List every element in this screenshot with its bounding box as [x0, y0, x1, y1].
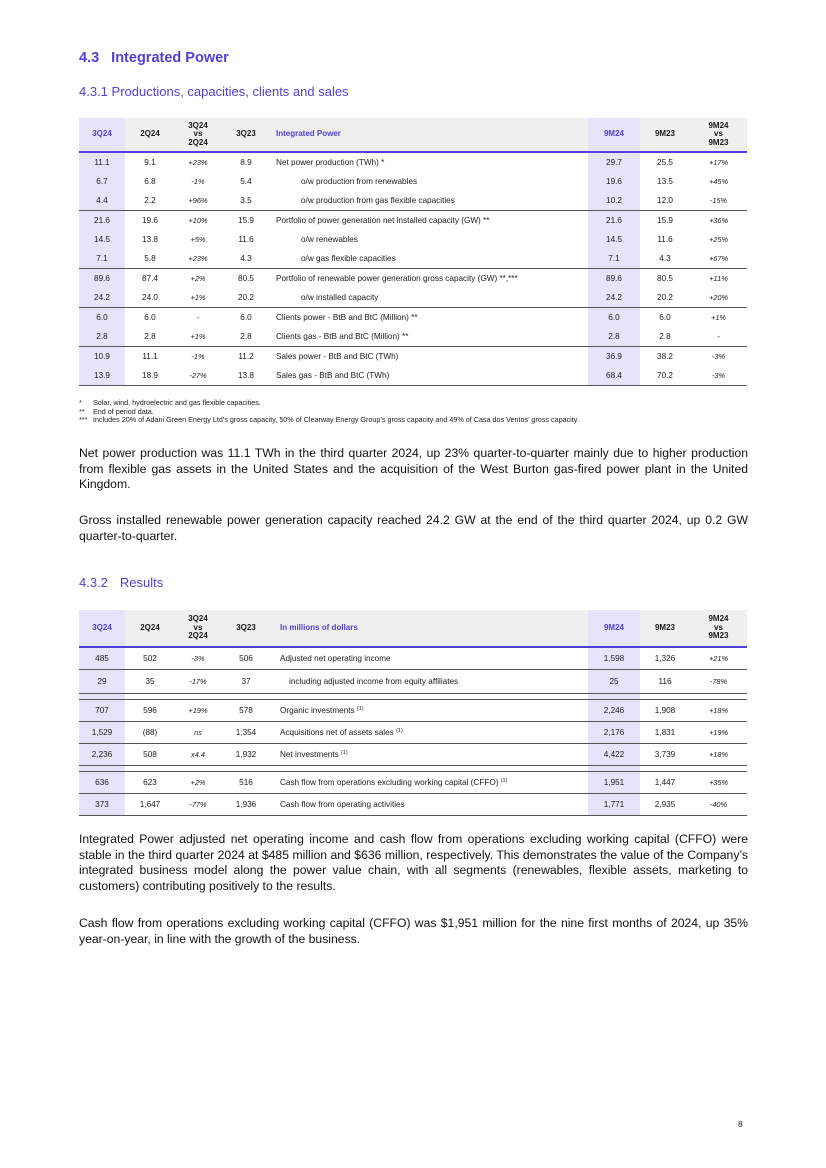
- row-label: [271, 793, 588, 815]
- table-cell: -77%: [175, 793, 221, 815]
- table-cell: +96%: [188, 195, 208, 205]
- table-cell: 1,908: [640, 699, 690, 721]
- col-header: 3Q24 vs 2Q24: [175, 118, 221, 152]
- col-header: 9M23: [640, 118, 690, 152]
- table-cell: 2.8: [79, 327, 125, 346]
- table-cell: 13.8: [221, 366, 271, 385]
- row-label: Sales gas - BtB and BtC (TWh): [271, 366, 588, 385]
- col-header: 3Q24 vs 2Q24: [175, 610, 221, 647]
- table-cell: 506: [221, 647, 271, 669]
- table-cell: x4.4: [175, 743, 221, 765]
- table-row: [79, 346, 747, 366]
- table-cell: 2.8: [588, 327, 640, 346]
- col-header: 3Q24: [79, 610, 125, 647]
- table-row: [79, 191, 747, 210]
- table-cell: 13.5: [657, 177, 673, 186]
- table-cell: 21.6: [79, 210, 125, 230]
- section-number: 4.3: [79, 50, 100, 66]
- table-cell: 8.9: [221, 152, 271, 172]
- table-cell: 10.2: [588, 191, 640, 210]
- row-label-text: including adjusted income from equity affiliates: [289, 676, 459, 686]
- col-header: 2Q24: [125, 610, 175, 647]
- subsection-number: 4.3.1: [79, 84, 108, 99]
- table-row: [79, 230, 747, 249]
- production-capacity-table: [79, 118, 747, 386]
- table-cell: 24.0: [142, 292, 158, 302]
- table-cell: 7.1: [79, 249, 125, 268]
- table-row: [79, 249, 747, 268]
- footnote-ref: (1): [340, 749, 348, 756]
- subsection-title: Results: [119, 575, 164, 590]
- table-cell: 4.4: [79, 191, 125, 210]
- subsection-heading-results: [79, 575, 163, 590]
- table-row: [79, 172, 747, 191]
- paragraph-cffo: Cash flow from operations excluding working capital (CFFO) was $1,951 million for the nine first months of 2024, up 35% year-on-year, in line with the growth of the business.: [79, 916, 748, 946]
- table-cell: +1%: [190, 331, 206, 341]
- table-cell: -3%: [690, 366, 747, 385]
- row-label: Net power production (TWh) *: [271, 152, 588, 172]
- table-cell: ns: [175, 721, 221, 743]
- table-cell: 578: [221, 699, 271, 721]
- table-cell: 89.6: [588, 268, 640, 288]
- table-cell: 596: [125, 699, 175, 721]
- table-cell: 1,326: [640, 647, 690, 669]
- col-header: 3Q24: [79, 118, 125, 152]
- table-cell: 2,935: [640, 793, 690, 815]
- table-cell: 1,936: [221, 793, 271, 815]
- table-cell: 485: [79, 647, 125, 669]
- row-label: o/w installed capacity: [301, 292, 379, 302]
- row-label-text: Adjusted net operating income: [280, 653, 391, 663]
- table-cell: 6.0: [79, 307, 125, 327]
- table-cell: 5.4: [240, 177, 252, 186]
- table-cell: 20.2: [238, 292, 254, 302]
- table-cell: 508: [125, 743, 175, 765]
- row-label-text: Organic investments: [280, 705, 355, 715]
- table-cell: +20%: [708, 292, 729, 302]
- table-cell: 15.9: [640, 210, 690, 230]
- footnote-ref: (1): [396, 727, 403, 734]
- table-cell: 1,354: [221, 721, 271, 743]
- row-label: Portfolio of renewable power generation gross capacity (GW) **,***: [271, 268, 588, 288]
- table-cell: 25: [588, 669, 640, 693]
- paragraph-net-production: Net power production was 11.1 TWh in the third quarter 2024, up 23% quarter-to-quarter mainly due to higher production from flexible gas assets in the United States and the acquisition of the West Burton gas-fired power plant in the United Kingdom.: [79, 446, 748, 491]
- table-cell: 25.5: [640, 152, 690, 172]
- table-cell: 1,529: [79, 721, 125, 743]
- table-cell: 35: [125, 669, 175, 693]
- table-cell: -17%: [175, 669, 221, 693]
- table-cell: 2,176: [588, 721, 640, 743]
- table-cell: -1%: [175, 346, 221, 366]
- col-header: 2Q24: [125, 118, 175, 152]
- table-row: [79, 743, 747, 765]
- table-cell: 37: [221, 669, 271, 693]
- table-row: [79, 771, 747, 793]
- table-row: [79, 366, 747, 385]
- col-header: 9M24 vs 9M23: [690, 610, 747, 647]
- table-cell: 2,236: [79, 743, 125, 765]
- table-cell: 1,647: [125, 793, 175, 815]
- table-row: [79, 793, 747, 815]
- row-label: Clients gas - BtB and BtC (Million) **: [276, 331, 409, 341]
- table-row: [79, 647, 747, 669]
- table-cell: +17%: [690, 152, 747, 172]
- col-header: 9M24 vs 9M23: [690, 118, 747, 152]
- row-label: o/w production from gas flexible capacities: [301, 195, 455, 205]
- table-cell: 10.9: [79, 346, 125, 366]
- table-cell: -27%: [175, 366, 221, 385]
- table-cell: +19%: [690, 721, 747, 743]
- table-cell: 5.8: [144, 253, 156, 263]
- table-row: [79, 288, 747, 307]
- row-label: [271, 699, 588, 721]
- table-cell: 24.2: [588, 288, 640, 307]
- table-row: [79, 152, 747, 172]
- row-label: [271, 721, 588, 743]
- row-label: [271, 647, 588, 669]
- table-cell: 6.7: [79, 172, 125, 191]
- table-row: [79, 307, 747, 327]
- table-cell: +2%: [175, 268, 221, 288]
- table-cell: 20.2: [657, 292, 673, 302]
- footnote: * Solar, wind, hydroelectric and gas flexible capacities.: [79, 398, 261, 407]
- col-header: 3Q23: [221, 118, 271, 152]
- table-cell: 2.8: [240, 331, 252, 341]
- table-cell: +67%: [708, 253, 729, 263]
- table-cell: 2.8: [144, 331, 156, 341]
- row-label-text: Cash flow from operations excluding working capital (CFFO): [280, 777, 499, 787]
- table-row: [79, 268, 747, 288]
- table-cell: 70.2: [640, 366, 690, 385]
- table-cell: +23%: [175, 152, 221, 172]
- row-label-text: Net investments: [280, 749, 339, 759]
- table-cell: +23%: [188, 253, 208, 263]
- table-cell: 6.0: [588, 307, 640, 327]
- section-heading: [79, 50, 229, 66]
- table-cell: +18%: [690, 699, 747, 721]
- table-cell: 14.5: [588, 230, 640, 249]
- table-cell: +1%: [190, 292, 206, 302]
- table-cell: 11.6: [657, 235, 673, 244]
- table-cell: 11.1: [79, 152, 125, 172]
- col-header: 9M23: [640, 610, 690, 647]
- table-cell: 1,932: [221, 743, 271, 765]
- table-cell: 1,598: [588, 647, 640, 669]
- table-cell: 80.5: [221, 268, 271, 288]
- table-cell: 13.8: [142, 235, 158, 244]
- row-label: Clients power - BtB and BtC (Million) **: [271, 307, 588, 327]
- table-cell: +18%: [690, 743, 747, 765]
- row-label: Sales power - BtB and BtC (TWh): [271, 346, 588, 366]
- row-label-text: Acquisitions net of assets sales: [280, 727, 394, 737]
- table-cell: +1%: [690, 307, 747, 327]
- table-cell: 7.1: [588, 249, 640, 268]
- table-row: [79, 210, 747, 230]
- table-cell: +2%: [175, 771, 221, 793]
- table-cell: +21%: [690, 647, 747, 669]
- footnote: *** Includes 20% of Adani Green Energy Ltd’s gross capacity, 50% of Clearway Energy Group’s gross capacity and 49% of Casa dos Ventos’ gross capacity.: [79, 415, 579, 425]
- footnote-ref: (1): [356, 705, 364, 712]
- table-cell: 24.2: [79, 288, 125, 307]
- table-cell: 29: [79, 669, 125, 693]
- table-cell: -40%: [690, 793, 747, 815]
- table-cell: +19%: [175, 699, 221, 721]
- paragraph-adjusted-income: Integrated Power adjusted net operating income and cash flow from operations excluding working capital (CFFO) were stable in the third quarter 2024 at $485 million and $636 million, respectively. This demonstrates the value of the Company’s integrated business model along the power value chain, with all segments (renewables, flexible assets, marketing to customers) contributing positively to the results.: [79, 832, 748, 893]
- table-cell: 80.5: [640, 268, 690, 288]
- table-cell: 9.1: [125, 152, 175, 172]
- row-label-text: Cash flow from operating activities: [280, 799, 405, 809]
- subsection-title: Productions, capacities, clients and sales: [111, 84, 349, 99]
- table-footnotes: [79, 399, 759, 425]
- table-row: [79, 669, 747, 693]
- table-cell: -3%: [690, 346, 747, 366]
- table-cell: 11.6: [238, 235, 254, 244]
- table-row: [79, 699, 747, 721]
- table-cell: 707: [79, 699, 125, 721]
- subsection-heading-productions: [79, 84, 349, 99]
- table-cell: 1,771: [588, 793, 640, 815]
- table-cell: 4.3: [659, 253, 671, 263]
- table-cell: 1,447: [640, 771, 690, 793]
- table-cell: +10%: [175, 210, 221, 230]
- row-label: o/w renewables: [301, 235, 358, 244]
- table-cell: 89.6: [79, 268, 125, 288]
- table-cell: +36%: [690, 210, 747, 230]
- row-label: Portfolio of power generation net installed capacity (GW) **: [271, 210, 588, 230]
- table-cell: 19.6: [125, 210, 175, 230]
- table-cell: 15.9: [221, 210, 271, 230]
- table-cell: +35%: [690, 771, 747, 793]
- table-cell: 2,246: [588, 699, 640, 721]
- table-cell: -78%: [690, 669, 747, 693]
- table-cell: 502: [125, 647, 175, 669]
- subsection-number: 4.3.2: [79, 575, 108, 590]
- table-cell: 6.0: [125, 307, 175, 327]
- row-label: [271, 743, 588, 765]
- table-cell: -15%: [709, 195, 728, 205]
- table-cell: 4,422: [588, 743, 640, 765]
- page-number: 8: [738, 1119, 743, 1129]
- table-cell: 4.3: [240, 253, 252, 263]
- table-cell: 29.7: [588, 152, 640, 172]
- table-cell: 6.0: [221, 307, 271, 327]
- table-cell: 3.5: [240, 195, 252, 205]
- table-cell: 636: [79, 771, 125, 793]
- table-cell: +45%: [708, 177, 729, 186]
- results-table: [79, 610, 747, 816]
- col-header: 9M24: [588, 610, 640, 647]
- section-title: Integrated Power: [111, 50, 229, 66]
- table-cell: 6.0: [640, 307, 690, 327]
- table-cell: 68.4: [588, 366, 640, 385]
- col-header: 9M24: [588, 118, 640, 152]
- table-cell: 373: [79, 793, 125, 815]
- table-row: [79, 327, 747, 346]
- table-cell: 11.1: [125, 346, 175, 366]
- footnote-ref: (1): [500, 777, 508, 784]
- row-label: [271, 669, 588, 693]
- table-cell: +11%: [690, 268, 747, 288]
- table-cell: 38.2: [640, 346, 690, 366]
- row-label: [271, 771, 588, 793]
- table-cell: -3%: [175, 647, 221, 669]
- table-cell: 116: [640, 669, 690, 693]
- table-cell: 36.9: [588, 346, 640, 366]
- row-label: o/w gas flexible capacities: [301, 253, 396, 263]
- col-header: 3Q23: [221, 610, 271, 647]
- table-cell: 6.8: [144, 177, 156, 186]
- table-cell: -: [175, 307, 221, 327]
- table-cell: 2.2: [144, 195, 156, 205]
- table-cell: -: [717, 331, 720, 341]
- col-header-label: In millions of dollars: [271, 610, 588, 647]
- table-cell: 623: [125, 771, 175, 793]
- table-cell: 13.9: [79, 366, 125, 385]
- table-cell: 1,951: [588, 771, 640, 793]
- table-cell: 18.9: [125, 366, 175, 385]
- table-cell: 2.8: [659, 331, 671, 341]
- table-cell: 3,739: [640, 743, 690, 765]
- table-row: [79, 721, 747, 743]
- table-cell: (88): [125, 721, 175, 743]
- table-cell: -1%: [191, 177, 205, 186]
- table-cell: 516: [221, 771, 271, 793]
- table-cell: 87.4: [125, 268, 175, 288]
- table-cell: 1,831: [640, 721, 690, 743]
- footnote: ** End of period data.: [79, 406, 154, 416]
- col-header-label: Integrated Power: [271, 118, 588, 152]
- table-cell: 11.2: [221, 346, 271, 366]
- table-cell: 21.6: [588, 210, 640, 230]
- paragraph-gross-capacity: Gross installed renewable power generation capacity reached 24.2 GW at the end of the third quarter 2024, up 0.2 GW quarter-to-quarter.: [79, 513, 748, 543]
- table-cell: 14.5: [79, 230, 125, 249]
- table-cell: +25%: [708, 235, 729, 244]
- table-cell: 19.6: [588, 172, 640, 191]
- row-label: o/w production from renewables: [301, 177, 418, 186]
- table-cell: +5%: [190, 235, 206, 244]
- table-cell: 12.0: [657, 195, 673, 205]
